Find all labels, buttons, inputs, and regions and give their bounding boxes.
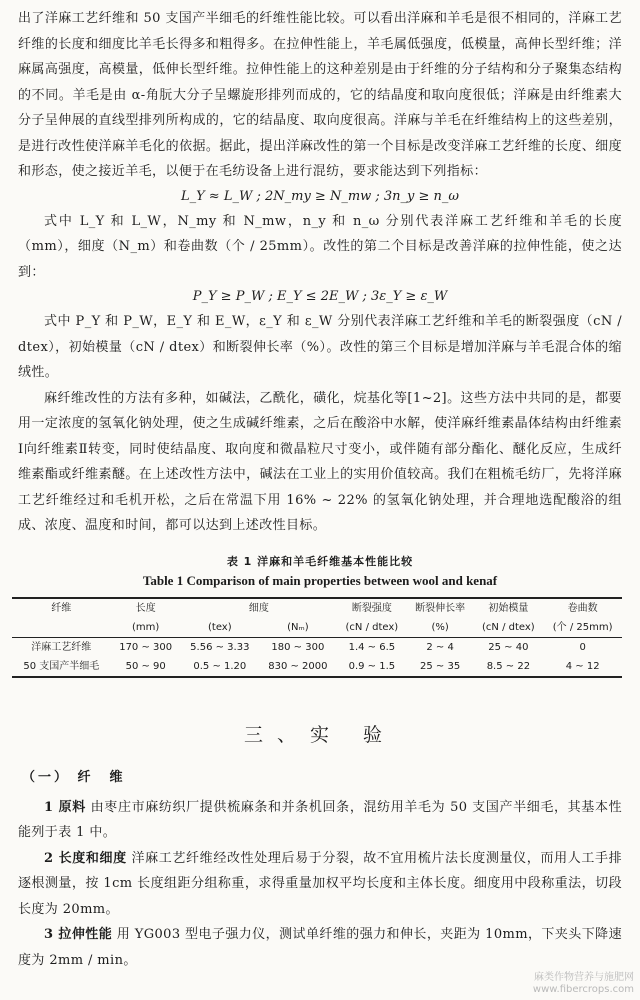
item-tensile-properties (18, 922, 622, 973)
table-cell: 4 ~ 12 (543, 657, 622, 677)
paragraph-modification-methods: 麻纤维改性的方法有多种，如碱法，乙酰化，磺化，烷基化等[1~2]。这些方法中共同的是，都要用一定浓度的氢氧化钠处理，使之生成碱纤维素，之后在酸浴中水解，使洋麻纤维素晶体结构由纤维素Ⅰ向纤维素Ⅱ转变，同时使结晶度、取向度和微晶粒尺寸变小，或伴随有部分酯化、醚化反应，生成纤维素酯或纤维素醚。在上述改性方法中，碱法在工业上的实用价值较高。我们在粗梳毛纺厂，先将洋麻工艺纤维经过和毛机开松，之后在常温下用 16% ~ 22% 的氢氧化钠处理，并合理地选配酸浴的组成、浓度、温度和时间，都可以达到上述改性目标。 (18, 390, 622, 533)
formula-tensile-targets: P_Y ≥ P_W ; E_Y ≤ 2E_W ; 3ε_Y ≥ ε_W (192, 289, 448, 304)
table-cell: 8.5 ~ 22 (473, 657, 543, 677)
item-heading: 1 原料 (44, 799, 86, 815)
item-heading: 2 长度和细度 (44, 850, 127, 866)
watermark-line-1: 麻类作物营养与施肥网 (534, 972, 634, 983)
header-fineness: 细度 (181, 598, 337, 618)
table-caption-en: Table 1 Comparison of main properties between wool and kenaf (142, 572, 498, 588)
header-modulus: 初始模量 (473, 598, 543, 618)
table-cell: 50 支国产半细毛 (12, 657, 111, 677)
site-watermark (533, 972, 634, 996)
table-cell: 25 ~ 40 (488, 641, 529, 653)
table-cell: 0 (579, 641, 586, 653)
table-cell: 50 ~ 90 (111, 657, 181, 677)
table-cell: 25 ~ 35 (407, 657, 474, 677)
table-cell: 2 ~ 4 (426, 641, 454, 653)
unit-cell: (个 / 25mm) (543, 618, 622, 638)
paragraph-fiber-comparison: 出了洋麻工艺纤维和 50 支国产半细毛的纤维性能比较。可以看出洋麻和羊毛是很不相同的，洋麻工艺纤维的长度和细度比羊毛长得多和粗得多。在拉伸性能上，羊毛属低强度，低模量，高伸长型纤维；洋麻属高强度，高模量，低伸长型纤维。拉伸性能上的这种差别是由于纤维的分子结构和分子聚集态结构的不同。羊毛是由 α-角朊大分子呈螺旋形排列而成的，它的结晶度和取向度很低；洋麻是由纤维素大分子呈伸展的直线型排列所构成的，它的结晶度、取向度很高。洋麻与羊毛在纤维结构上的这些差别，是进行改性使洋麻羊毛化的依据。据此，提出洋麻改性的第一个目标是改变洋麻工艺纤维的长度、细度和形态，使之接近羊毛，以便于在毛纺设备上进行混纺，要求能达到下列指标： (18, 11, 622, 179)
item-raw-material (18, 795, 622, 846)
section-title: 三、实 验 (243, 723, 397, 746)
item-text: 用 YG003 型电子强力仪，测试单纤维的强力和伸长，夹距为 10mm，下夹头下降速度为 2mm / min。 (18, 927, 622, 968)
table-header-row (12, 598, 622, 618)
table-cell: 830 ~ 2000 (259, 657, 337, 677)
item-text: 由枣庄市麻纺织厂提供梳麻条和并条机回条，混纺用羊毛为 50 支国产半细毛，其基本性能列于表 1 中。 (18, 799, 622, 840)
table-units-row (12, 618, 622, 638)
table-cell: 5.56 ~ 3.33 (190, 641, 250, 653)
table-cell: 1.4 ~ 6.5 (348, 641, 396, 653)
header-breaking-strength: 断裂强度 (337, 598, 407, 618)
table-cell: 0.5 ~ 1.20 (181, 657, 259, 677)
table-cell: 180 ~ 300 (271, 641, 325, 653)
item-length-fineness (18, 846, 622, 923)
table-cell: 洋麻工艺纤维 (31, 641, 92, 653)
unit-cell: (tex) (181, 618, 259, 638)
table-cell: 0.9 ~ 1.5 (337, 657, 407, 677)
watermark-line-2: www.fibercrops.com (532, 984, 634, 995)
item-text: 洋麻工艺纤维经改性处理后易于分裂，故不宜用梳片法长度测量仪，而用人工手排逐根测量，按 1cm 长度组距分组称重，求得重量加权平均长度和主体长度。细度用中段称重法，切段长度为 20mm。 (18, 850, 622, 917)
header-elongation: 断裂伸长率 (407, 598, 474, 618)
unit-cell: (Nₘ) (259, 618, 337, 638)
unit-cell: (mm) (111, 618, 181, 638)
header-crimp: 卷曲数 (543, 598, 622, 618)
paragraph-symbol-definitions-2: 式中 P_Y 和 P_W，E_Y 和 E_W，ε_Y 和 ε_W 分别代表洋麻工艺纤维和羊毛的断裂强度（cN / dtex），初始模量（cN / dtex）和断裂伸长率（%）。改性的第三个目标是增加洋麻与羊毛混合体的缩绒性。 (18, 314, 622, 380)
unit-cell: (cN / dtex) (337, 618, 407, 638)
paragraph-symbol-definitions-1: 式中 L_Y 和 L_W，N_my 和 N_mw，n_y 和 n_ω 分别代表洋麻工艺纤维和羊毛的长度（mm），细度（N_m）和卷曲数（个 / 25mm）。改性的第二个目标是改善洋麻的拉伸性能，使之达到： (18, 213, 622, 280)
properties-table (12, 597, 622, 678)
unit-cell (12, 618, 111, 638)
unit-cell: (cN / dtex) (473, 618, 543, 638)
table-caption (18, 553, 622, 591)
header-fiber: 纤维 (12, 598, 111, 618)
item-heading: 3 拉伸性能 (44, 927, 113, 942)
table-row (12, 657, 622, 677)
paper-page (18, 6, 622, 973)
subsection-title: （一） 纤 维 (22, 769, 126, 785)
unit-cell: (%) (407, 618, 474, 638)
table-row (12, 637, 622, 657)
header-length: 长度 (111, 598, 181, 618)
formula-length-fineness-crimp: L_Y ≈ L_W ; 2N_my ≥ N_mw ; 3n_y ≥ n_ω (180, 188, 460, 204)
table-caption-cn: 表 1 洋麻和羊毛纤维基本性能比较 (226, 554, 414, 568)
table-cell: 170 ~ 300 (119, 641, 173, 653)
